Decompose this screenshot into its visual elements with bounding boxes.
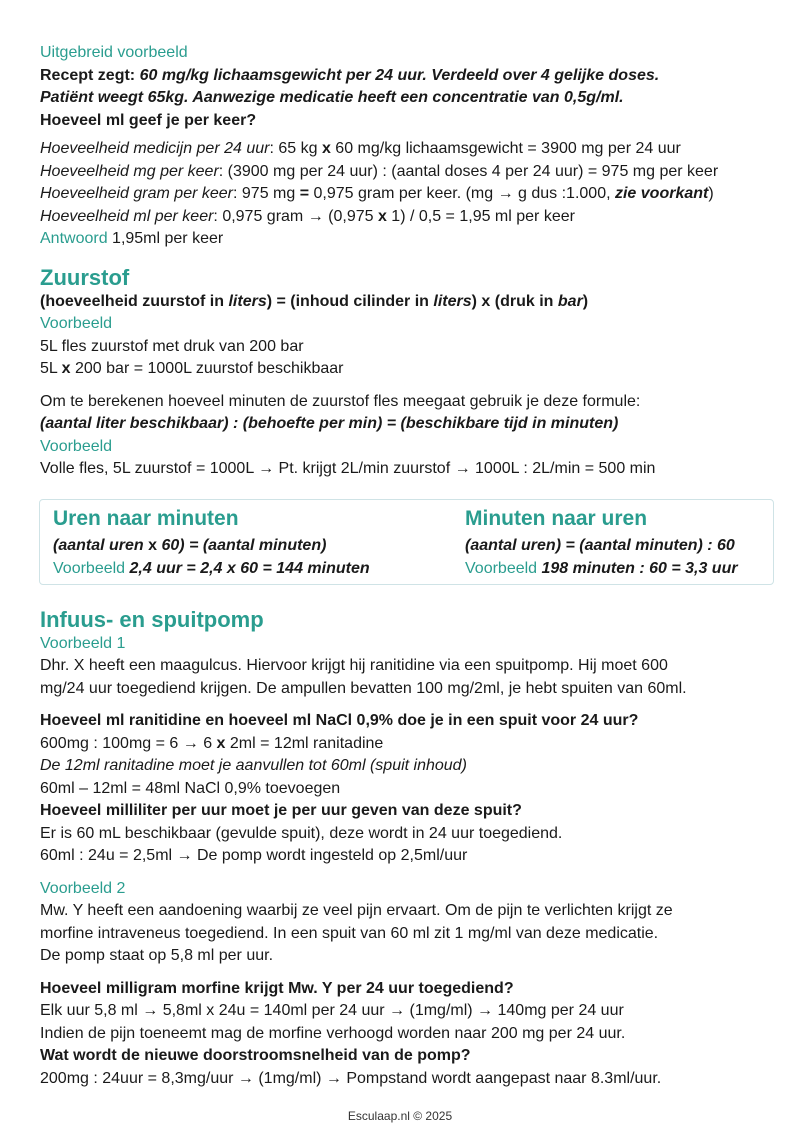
recipe-label: Recept zegt: [40,66,140,84]
recipe-line-2: Patiënt weegt 65kg. Aanwezige medicatie heeft een concentratie van 0,5g/ml. [40,89,624,106]
minutes-to-hours-formula: (aantal uren) = (aantal minuten) : 60 [465,536,735,554]
oxygen-example-line-1: 5L fles zuurstof met druk van 200 bar [40,337,304,355]
step-text: ) [708,185,714,202]
pump-example-2-text: Mw. Y heeft een aandoening waarbij ze veel pijn ervaart. Om de pijn te verlichten krijgt ze [40,902,673,919]
minutes-to-hours-title: Minuten naar uren [465,506,648,530]
step-line [40,206,775,229]
step-operator: = [299,185,310,202]
pump-example-2-label: Voorbeeld 2 [40,879,126,897]
recipe-line-1 [40,65,775,88]
pump-line: Elk uur 5,8 ml → 5,8ml x 24u = 140ml per 24 uur → (1mg/ml) → 140mg per 24 uur [40,1002,624,1019]
answer-value: 1,95ml per keer [107,230,224,247]
pump-example-1-text: Dhr. X heeft een maagulcus. Hiervoor krijgt hij ranitidine via een spuitpomp. Hij moet 600 [40,657,668,674]
pump-question-4: Wat wordt de nieuwe doorstroomsnelheid van de pomp? [40,1047,471,1064]
pump-line: 60ml – 12ml = 48ml NaCl 0,9% toevoegen [40,779,341,797]
hours-to-minutes-example: Voorbeeld 2,4 uur = 2,4 x 60 = 144 minuten [53,559,370,577]
step-text: : (3900 mg per 24 uur) : (aantal doses 4 per 24 uur) = 975 mg per keer [218,162,719,180]
pump-line: 600mg : 100mg = 6 → 6 x 2ml = 12ml ranitadine [40,734,384,752]
pump-question-3: Hoeveel milligram morfine krijgt Mw. Y per 24 uur toegediend? [40,979,514,997]
pump-example-2-text: De pomp staat op 5,8 ml per uur. [40,947,274,964]
step-text: 60 mg/kg lichaamsgewicht = 3900 mg per 24 uur [330,140,681,157]
pump-question-2: Hoeveel milliliter per uur moet je per uur geven van deze spuit? [40,802,522,819]
section-title-oxygen: Zuurstof [40,264,130,290]
oxygen-example-2: Volle fles, 5L zuurstof = 1000L → Pt. krijgt 2L/min zuurstof → 1000L : 2L/min = 500 min [40,460,656,477]
pump-line: De 12ml ranitadine moet je aanvullen tot 60ml (spuit inhoud) [40,757,467,774]
pump-example-2-text: morfine intraveneus toegediend. In een spuit van 60 ml zit 1 mg/ml van deze medicatie. [40,924,659,942]
example-question: Hoeveel ml geef je per keer? [40,111,257,129]
pump-line: 60ml : 24u = 2,5ml → De pomp wordt ingesteld op 2,5ml/uur [40,847,468,864]
oxygen-intro: Om te berekenen hoeveel minuten de zuurstof fles meegaat gebruik je deze formule: [40,392,641,410]
conversion-box [39,499,774,585]
oxygen-formula-2: (aantal liter beschikbaar) : (behoefte per min) = (beschikbare tijd in minuten) [40,415,619,432]
step-text: : 0,975 gram → (0,975 [213,207,378,225]
minutes-to-hours [465,504,738,580]
step-text: : 975 mg [233,185,300,202]
hours-to-minutes [53,504,370,580]
step-line [40,183,775,206]
hours-to-minutes-formula: (aantal uren x 60) = (aantal minuten) [53,536,327,554]
step-operator: x [321,140,331,157]
recipe-text-1: 60 mg/kg lichaamsgewicht per 24 uur. Verdeeld over 4 gelijke doses. [139,66,660,84]
step-label: Hoeveelheid ml per keer [40,207,214,225]
pump-line: 200mg : 24uur = 8,3mg/uur → (1mg/ml) → Pompstand wordt aangepast naar 8.3ml/uur. [40,1069,662,1087]
footer-copyright: Esculaap.nl © 2025 [347,1109,453,1123]
step-line [40,138,775,161]
oxygen-formula: (hoeveelheid zuurstof in liters) = (inhoud cilinder in liters) x (druk in bar) [40,292,589,310]
oxygen-example-line-2: 5L x 200 bar = 1000L zuurstof beschikbaar [40,360,344,377]
step-operator: x [377,207,387,225]
minutes-to-hours-example: Voorbeeld 198 minuten : 60 = 3,3 uur [465,559,738,577]
pump-line: Er is 60 mL beschikbaar (gevulde spuit), deze wordt in 24 uur toegediend. [40,824,563,842]
pump-example-1-label: Voorbeeld 1 [40,634,126,652]
page-content [40,42,775,1090]
answer-label: Antwoord [40,230,108,247]
oxygen-example-label: Voorbeeld [40,315,113,332]
answer-line [40,228,775,251]
step-label: Hoeveelheid medicijn per 24 uur [40,140,270,157]
step-label: Hoeveelheid mg per keer [40,162,219,180]
section-title-pump: Infuus- en spuitpomp [40,606,264,632]
step-label: Hoeveelheid gram per keer [40,185,233,202]
step-reference: zie voorkant [614,185,709,202]
pump-example-1-text: mg/24 uur toegediend krijgen. De ampullen bevatten 100 mg/2ml, je hebt spuiten van 60ml. [40,679,687,697]
step-text: 0,975 gram per keer. (mg → g dus :1.000, [309,185,615,202]
pump-question-1: Hoeveel ml ranitidine en hoeveel ml NaCl 0,9% doe je in een spuit voor 24 uur? [40,712,639,729]
step-line [40,161,775,184]
oxygen-example-2-label: Voorbeeld [40,437,113,455]
example-heading: Uitgebreid voorbeeld [40,44,188,61]
pump-line: Indien de pijn toeneemt mag de morfine verhoogd worden naar 200 mg per 24 uur. [40,1024,626,1042]
step-text: : 65 kg [269,140,322,157]
hours-to-minutes-title: Uren naar minuten [53,506,239,530]
step-text: 1) / 0,5 = 1,95 ml per keer [386,207,575,225]
